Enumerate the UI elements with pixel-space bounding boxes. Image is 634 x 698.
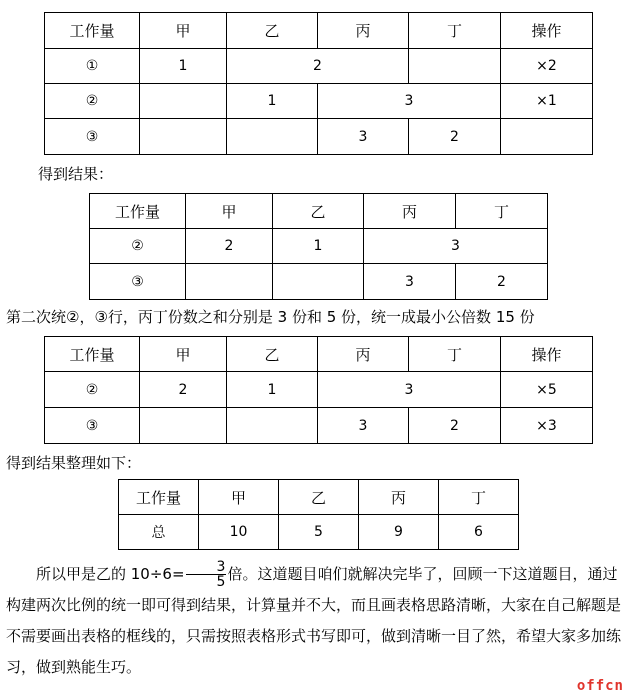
row-label: ③ [90,264,186,300]
text-result-1: 得到结果： [38,165,114,183]
row-label: ③ [45,119,140,155]
header-workload: 工作量 [45,337,140,372]
header-ding: 丁 [409,337,501,372]
row-label: ③ [45,408,140,444]
cell-bing: 3 [318,119,409,155]
header-bing: 丙 [318,13,409,49]
row-label: ② [45,84,140,119]
cell-yi: 1 [227,84,318,119]
cell-yi [227,408,318,444]
cell-ding: 2 [409,408,501,444]
cell-bing: 9 [359,515,439,550]
header-workload: 工作量 [90,194,186,229]
cell-jia [140,408,227,444]
fraction-denominator: 5 [216,574,226,590]
cell-yi [273,264,364,300]
cell-jia [140,84,227,119]
header-ding: 丁 [456,194,548,229]
cell-operation: ×3 [501,408,593,444]
cell-jia: 2 [140,372,227,408]
cell-operation: ×2 [501,49,593,84]
text-result-organized: 得到结果整理如下： [6,454,142,472]
cell-yi: 1 [273,229,364,264]
cell-yi-bing-merged: 2 [227,49,409,84]
header-jia: 甲 [140,337,227,372]
row-label: 总 [119,515,199,550]
header-workload: 工作量 [119,480,199,515]
offcn-watermark: offcn [576,678,624,694]
header-workload: 工作量 [45,13,140,49]
row-label: ② [45,372,140,408]
row-label: ② [90,229,186,264]
header-operation: 操作 [501,337,593,372]
header-jia: 甲 [199,480,279,515]
table-1 [44,12,593,155]
header-yi: 乙 [227,13,318,49]
cell-yi: 5 [279,515,359,550]
cell-bing-ding-merged: 3 [364,229,548,264]
header-ding: 丁 [409,13,501,49]
header-yi: 乙 [273,194,364,229]
cell-ding: 6 [439,515,519,550]
table-4 [118,479,519,550]
cell-bing-ding-merged: 3 [318,84,501,119]
cell-ding: 2 [456,264,548,300]
cell-yi: 1 [227,372,318,408]
cell-operation [501,119,593,155]
header-ding: 丁 [439,480,519,515]
cell-ding: 2 [409,119,501,155]
cell-jia [186,264,273,300]
fraction-numerator: 3 [186,560,227,575]
header-operation: 操作 [501,13,593,49]
header-bing: 丙 [359,480,439,515]
header-yi: 乙 [279,480,359,515]
cell-yi [227,119,318,155]
header-yi: 乙 [227,337,318,372]
text-second-unify: 第二次统②，③行，丙丁份数之和分别是 3 份和 5 份，统一成最小公倍数 15 份 [6,308,535,326]
table-2 [89,193,548,300]
cell-operation: ×1 [501,84,593,119]
cell-operation: ×5 [501,372,593,408]
conclusion-lead: 所以甲是乙的 10÷6= [36,565,185,583]
cell-jia: 2 [186,229,273,264]
header-jia: 甲 [140,13,227,49]
cell-bing: 3 [364,264,456,300]
row-label: ① [45,49,140,84]
cell-ding [409,49,501,84]
cell-jia: 1 [140,49,227,84]
header-jia: 甲 [186,194,273,229]
cell-jia [140,119,227,155]
cell-jia: 10 [199,515,279,550]
conclusion-body: 倍。这道题目咱们就解决完毕了，回顾一下这道题目，通过构建两次比例的统一即可得到结果，计算量并不大，而且画表格思路清晰，大家在自己解题是不需要画出表格的框线的，只需按照表格形式书写即可，做到清晰一目了然，希望大家多加练习，做到熟能生巧。 [6,565,622,676]
header-bing: 丙 [364,194,456,229]
cell-bing-ding-merged: 3 [318,372,501,408]
cell-bing: 3 [318,408,409,444]
conclusion-paragraph [6,559,630,683]
fraction [186,560,227,589]
table-3 [44,336,593,444]
header-bing: 丙 [318,337,409,372]
